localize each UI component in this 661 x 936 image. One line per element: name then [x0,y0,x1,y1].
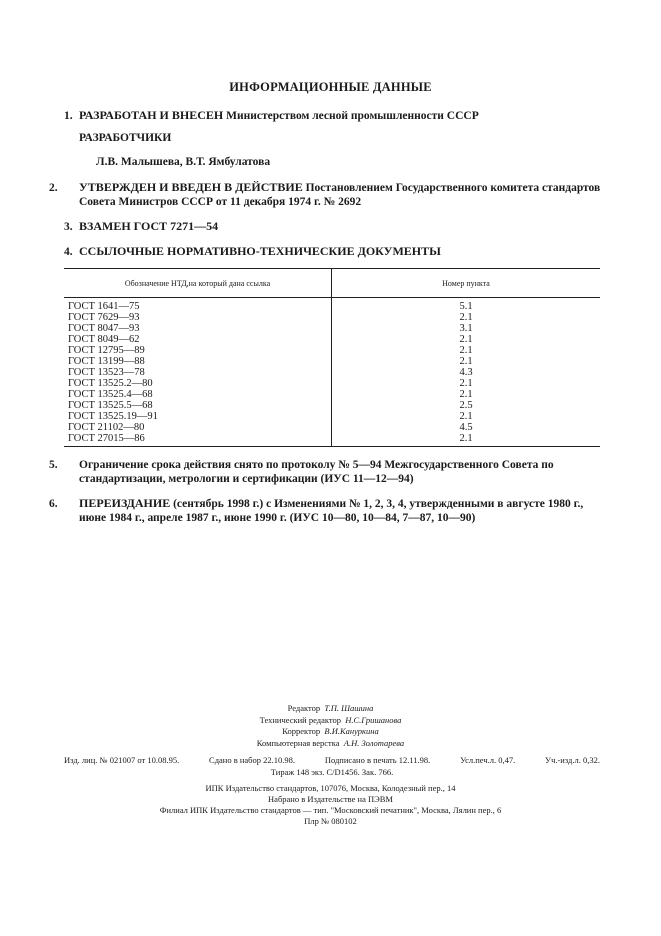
license-text: Изд. лиц. № 021007 от 10.08.95. [64,755,180,765]
table-row [64,422,600,433]
table-row [64,356,600,367]
section-number: 6. [49,498,58,510]
section-text: Постановлением Государственного комитета стандартов Совета Министров СССР от 11 декабря 1974 г. № 2692 [79,182,601,208]
credit-line [0,738,661,750]
document-cell: ГОСТ 12795—89 [64,345,332,356]
section-lead: ПЕРЕИЗДАНИЕ [79,496,171,510]
clause-cell: 2.1 [459,378,473,389]
section-number: 5. [49,459,58,471]
clause-cell: 2.1 [459,312,473,323]
section-number: 3. [64,221,73,233]
table-row [64,400,600,411]
section-text: ССЫЛОЧНЫЕ НОРМАТИВНО-ТЕХНИЧЕСКИЕ ДОКУМЕНТЫ [79,244,441,258]
credit-line [0,703,661,715]
section-lead: РАЗРАБОТАН И ВНЕСЕН [79,108,224,122]
document-cell: ГОСТ 8049—62 [64,334,332,345]
clause-cell: 4.5 [459,422,473,433]
credit-name: Н.С.Гришанова [345,714,402,725]
table-row [64,334,600,345]
clause-cell: 2.5 [459,400,473,411]
document-cell: ГОСТ 8047—93 [64,323,332,334]
clause-cell: 2.1 [459,356,473,367]
table-row [64,389,600,400]
credit-role: Корректор [282,726,321,736]
table-row [64,312,600,323]
section-1-developed [64,108,604,123]
signed-date: Подписано в печать 12.11.98. [324,755,431,765]
clause-cell: 5.1 [459,301,473,312]
column-header-document: Обозначение НТД,на который дана ссылка [64,269,332,298]
publisher-line: Филиал ИПК Издательство стандартов — тип. "Московский печатник", Москва, Лялин пер., 6 [159,805,502,815]
table-row [64,378,600,389]
clause-cell: 2.1 [459,411,473,422]
section-lead: УТВЕРЖДЕН И ВВЕДЕН В ДЕЙСТВИЕ [79,180,303,194]
section-6-reissue [49,496,604,525]
section-number: 2. [49,182,58,194]
credit-name: В.И.Кануркина [324,726,379,736]
table-row [64,323,600,334]
document-cell: ГОСТ 13525.5—68 [64,400,332,411]
table-row [64,298,600,313]
credit-role: Технический редактор [259,714,341,725]
section-4-references [64,244,604,259]
section-3-replaces [64,219,604,234]
section-2-approved [49,180,604,209]
clause-cell: 2.1 [459,345,473,356]
document-cell: ГОСТ 7629—93 [64,312,332,323]
clause-cell: 3.1 [459,323,473,334]
table-row [64,411,600,422]
document-cell: ГОСТ 1641—75 [64,298,332,313]
credit-role: Компьютерная верстка [256,737,340,748]
imprint-line [64,755,600,767]
imprint-block [64,755,600,778]
clause-cell: 4.3 [459,367,473,378]
table-row [64,345,600,356]
print-run: Тираж 148 экз. С/D1456. Зак. 766. [270,766,394,777]
document-cell: ГОСТ 13199—88 [64,356,332,367]
credit-name: А.Н. Золотарева [343,737,405,748]
section-text: Министерством лесной промышленности СССР [226,110,479,122]
section-text: Ограничение срока действия снято по протоколу № 5—94 Межгосударственного Совета по стандартизации, метрологии и сертификации (ИУС 11—12—94) [79,459,554,485]
section-number: 4. [64,246,73,258]
publisher-block [0,783,661,827]
credit-line [0,726,661,738]
references-table [64,268,600,447]
clause-cell: 2.1 [459,389,473,400]
section-number: 1. [64,110,73,122]
typeset-date: Сдано в набор 22.10.98. [209,755,296,765]
clause-cell: 2.1 [459,334,473,345]
column-header-clause: Номер пункта [332,269,601,298]
page-title: ИНФОРМАЦИОННЫЕ ДАННЫЕ [229,80,432,94]
publisher-sheets: Уч.-изд.л. 0,32. [545,755,600,765]
table-row [64,433,600,447]
credit-line [0,715,661,727]
document-cell: ГОСТ 27015—86 [64,433,332,447]
section-text: ВЗАМЕН ГОСТ 7271—54 [79,219,219,233]
table-header-row [64,269,600,298]
section-5-validity [49,458,604,486]
publisher-line: Набрано в Издательстве на ПЭВМ [268,794,393,804]
table-row [64,367,600,378]
document-cell: ГОСТ 13523—78 [64,367,332,378]
clause-cell: 2.1 [332,433,601,447]
credit-role: Редактор [287,703,321,713]
document-cell: ГОСТ 21102—80 [64,422,332,433]
section-text: (сентябрь 1998 г.) с Изменениями № 1, 2, 3, 4, утвержденными в августе 1980 г., июне 1984 г., апреле 1987 г., июне 1990 г. (ИУС 10—80, 10—84, 7—87, 10—90) [79,498,584,524]
publisher-line: ИПК Издательство стандартов, 107076, Москва, Колодезный пер., 14 [205,783,456,793]
document-cell: ГОСТ 13525.19—91 [64,411,332,422]
developers-heading: РАЗРАБОТЧИКИ [79,132,172,144]
document-cell: ГОСТ 13525.4—68 [64,389,332,400]
credit-name: Т.П. Шашина [324,703,374,713]
printed-sheets: Усл.печ.л. 0,47. [460,755,516,765]
document-cell: ГОСТ 13525.2—80 [64,378,332,389]
credits-block [0,703,661,749]
developers-names: Л.В. Малышева, В.Т. Ямбулатова [96,156,271,168]
publisher-line: Плр № 080102 [304,816,357,826]
